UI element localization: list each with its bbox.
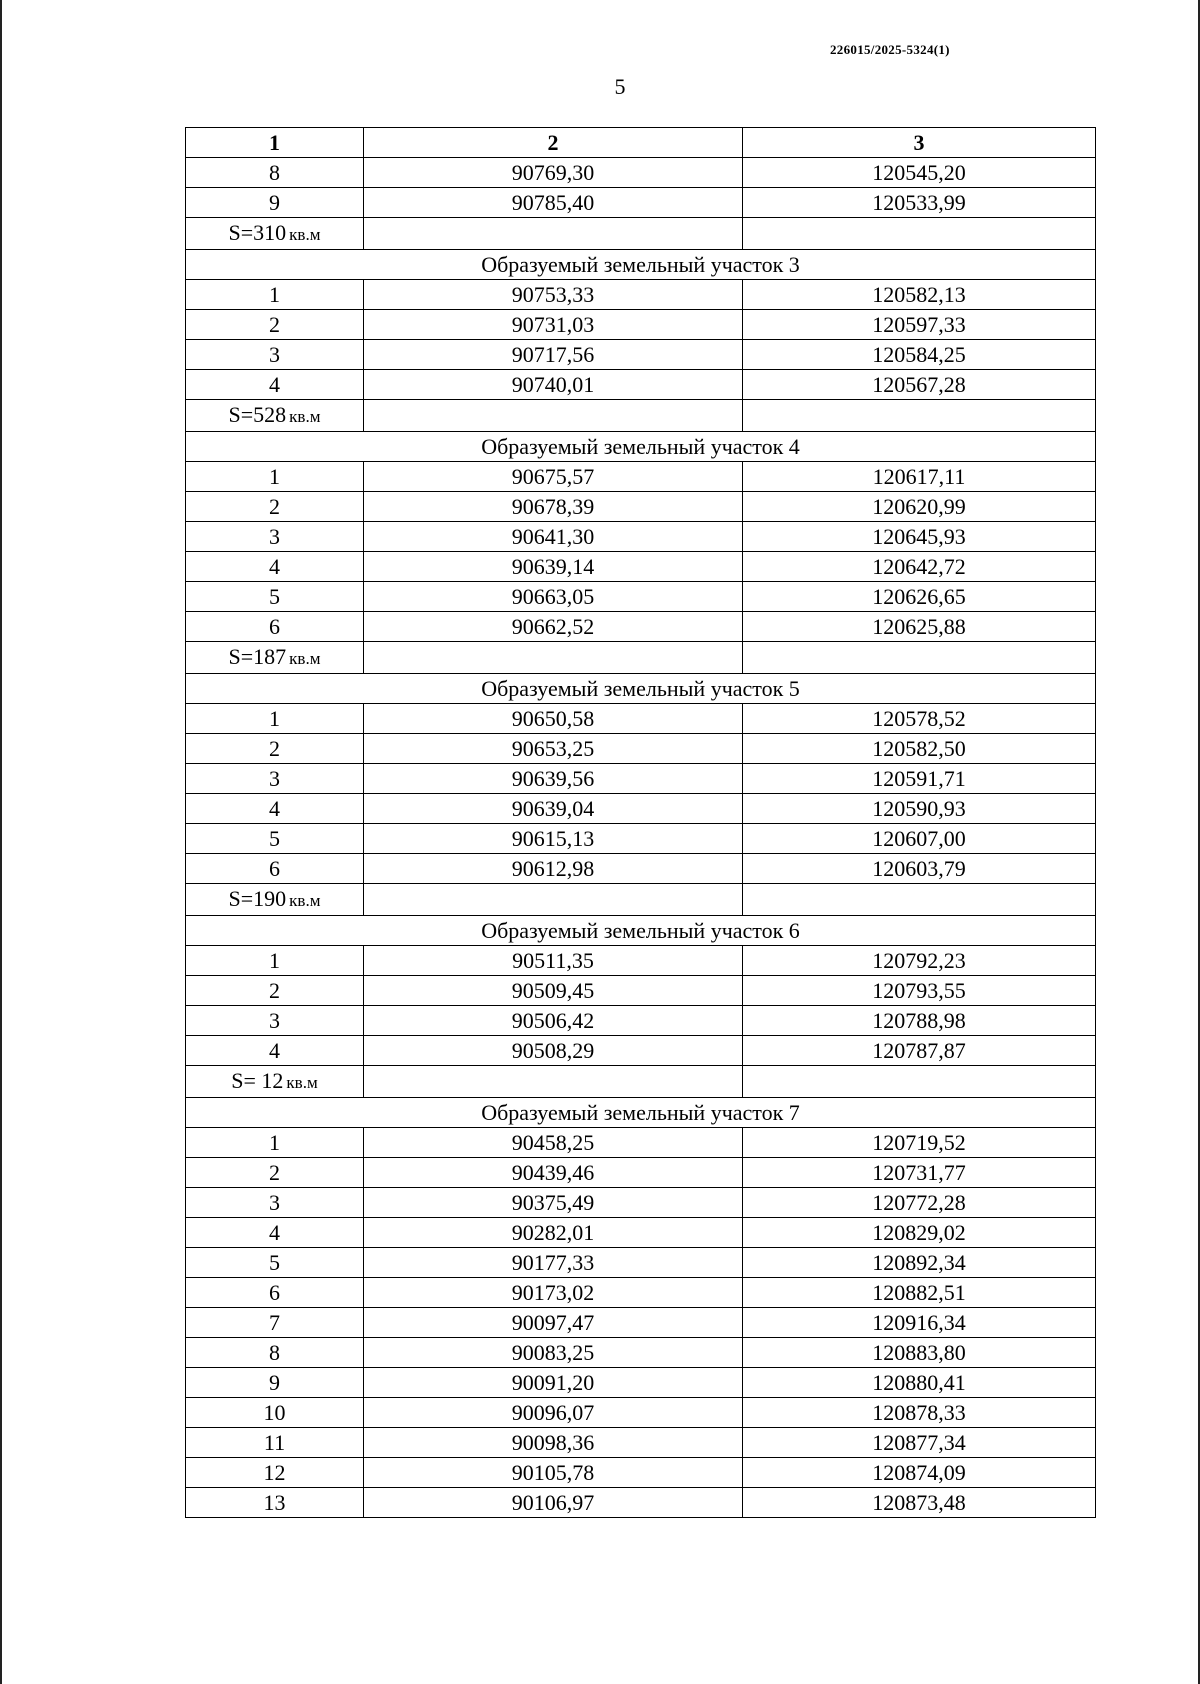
x-coordinate-cell: 90740,01 <box>364 370 743 400</box>
header-col-2: 2 <box>364 128 743 158</box>
y-coordinate-cell: 120617,11 <box>743 462 1096 492</box>
y-coordinate-cell: 120626,65 <box>743 582 1096 612</box>
y-coordinate-cell: 120545,20 <box>743 158 1096 188</box>
point-number-cell: 13 <box>186 1488 364 1518</box>
point-number-cell: 10 <box>186 1398 364 1428</box>
x-coordinate-cell: 90097,47 <box>364 1308 743 1338</box>
x-coordinate-cell: 90785,40 <box>364 188 743 218</box>
y-coordinate-cell: 120582,50 <box>743 734 1096 764</box>
y-coordinate-cell: 120645,93 <box>743 522 1096 552</box>
y-coordinate-cell: 120829,02 <box>743 1218 1096 1248</box>
table-row <box>186 1308 1096 1338</box>
table-row <box>186 824 1096 854</box>
table-row <box>186 1188 1096 1218</box>
y-coordinate-cell: 120880,41 <box>743 1368 1096 1398</box>
x-coordinate-cell: 90641,30 <box>364 522 743 552</box>
x-coordinate-cell: 90375,49 <box>364 1188 743 1218</box>
point-number-cell: 7 <box>186 1308 364 1338</box>
point-number-cell: 5 <box>186 1248 364 1278</box>
point-number-cell: 1 <box>186 1128 364 1158</box>
point-number-cell: 11 <box>186 1428 364 1458</box>
x-coordinate-cell: 90509,45 <box>364 976 743 1006</box>
table-row <box>186 1278 1096 1308</box>
area-unit: кв.м <box>289 649 321 668</box>
point-number-cell: 6 <box>186 612 364 642</box>
x-coordinate-cell: 90650,58 <box>364 704 743 734</box>
point-number-cell: 1 <box>186 704 364 734</box>
y-coordinate-cell: 120793,55 <box>743 976 1096 1006</box>
x-coordinate-cell: 90173,02 <box>364 1278 743 1308</box>
area-row <box>186 884 1096 916</box>
x-coordinate-cell: 90506,42 <box>364 1006 743 1036</box>
empty-cell <box>743 218 1096 250</box>
empty-cell <box>743 642 1096 674</box>
table-row <box>186 1488 1096 1518</box>
y-coordinate-cell: 120787,87 <box>743 1036 1096 1066</box>
empty-cell <box>743 400 1096 432</box>
area-unit: кв.м <box>286 1073 318 1092</box>
point-number-cell: 2 <box>186 976 364 1006</box>
y-coordinate-cell: 120788,98 <box>743 1006 1096 1036</box>
section-title: Образуемый земельный участок 4 <box>186 432 1096 462</box>
point-number-cell: 2 <box>186 734 364 764</box>
x-coordinate-cell: 90612,98 <box>364 854 743 884</box>
point-number-cell: 4 <box>186 1218 364 1248</box>
area-row <box>186 218 1096 250</box>
area-unit: кв.м <box>289 891 321 910</box>
page-edge-left <box>0 0 2 1684</box>
table-row <box>186 794 1096 824</box>
area-value: S=310 <box>228 220 287 245</box>
x-coordinate-cell: 90639,14 <box>364 552 743 582</box>
section-title: Образуемый земельный участок 5 <box>186 674 1096 704</box>
point-number-cell: 4 <box>186 794 364 824</box>
empty-cell <box>364 1066 743 1098</box>
x-coordinate-cell: 90639,56 <box>364 764 743 794</box>
document-number: 226015/2025-5324(1) <box>830 42 950 57</box>
x-coordinate-cell: 90439,46 <box>364 1158 743 1188</box>
x-coordinate-cell: 90769,30 <box>364 158 743 188</box>
y-coordinate-cell: 120719,52 <box>743 1128 1096 1158</box>
point-number-cell: 9 <box>186 1368 364 1398</box>
table-row <box>186 188 1096 218</box>
table-row <box>186 1398 1096 1428</box>
header-row <box>186 128 1096 158</box>
x-coordinate-cell: 90511,35 <box>364 946 743 976</box>
section-title: Образуемый земельный участок 6 <box>186 916 1096 946</box>
x-coordinate-cell: 90282,01 <box>364 1218 743 1248</box>
table-row <box>186 1158 1096 1188</box>
table-row <box>186 704 1096 734</box>
point-number-cell: 1 <box>186 946 364 976</box>
y-coordinate-cell: 120877,34 <box>743 1428 1096 1458</box>
point-number-cell: 9 <box>186 188 364 218</box>
x-coordinate-cell: 90663,05 <box>364 582 743 612</box>
x-coordinate-cell: 90508,29 <box>364 1036 743 1066</box>
point-number-cell: 6 <box>186 854 364 884</box>
point-number-cell: 8 <box>186 1338 364 1368</box>
y-coordinate-cell: 120578,52 <box>743 704 1096 734</box>
point-number-cell: 3 <box>186 340 364 370</box>
table-row <box>186 1458 1096 1488</box>
y-coordinate-cell: 120625,88 <box>743 612 1096 642</box>
y-coordinate-cell: 120590,93 <box>743 794 1096 824</box>
table-row <box>186 764 1096 794</box>
x-coordinate-cell: 90662,52 <box>364 612 743 642</box>
y-coordinate-cell: 120584,25 <box>743 340 1096 370</box>
table-row <box>186 1248 1096 1278</box>
y-coordinate-cell: 120873,48 <box>743 1488 1096 1518</box>
table-row <box>186 734 1096 764</box>
area-unit: кв.м <box>289 225 321 244</box>
table-row <box>186 370 1096 400</box>
area-unit: кв.м <box>289 407 321 426</box>
x-coordinate-cell: 90458,25 <box>364 1128 743 1158</box>
point-number-cell: 12 <box>186 1458 364 1488</box>
table-row <box>186 1218 1096 1248</box>
x-coordinate-cell: 90717,56 <box>364 340 743 370</box>
section-title: Образуемый земельный участок 7 <box>186 1098 1096 1128</box>
area-value: S=528 <box>228 402 287 427</box>
x-coordinate-cell: 90105,78 <box>364 1458 743 1488</box>
point-number-cell: 3 <box>186 764 364 794</box>
area-cell <box>186 400 364 432</box>
table-row <box>186 1368 1096 1398</box>
area-cell <box>186 218 364 250</box>
point-number-cell: 8 <box>186 158 364 188</box>
table-row <box>186 1036 1096 1066</box>
page-number: 5 <box>614 74 626 99</box>
y-coordinate-cell: 120642,72 <box>743 552 1096 582</box>
area-cell <box>186 1066 364 1098</box>
point-number-cell: 2 <box>186 1158 364 1188</box>
table-row <box>186 340 1096 370</box>
y-coordinate-cell: 120582,13 <box>743 280 1096 310</box>
table-row <box>186 1006 1096 1036</box>
table-row <box>186 612 1096 642</box>
x-coordinate-cell: 90177,33 <box>364 1248 743 1278</box>
point-number-cell: 4 <box>186 370 364 400</box>
point-number-cell: 5 <box>186 582 364 612</box>
table-row <box>186 854 1096 884</box>
table-row <box>186 1128 1096 1158</box>
y-coordinate-cell: 120603,79 <box>743 854 1096 884</box>
point-number-cell: 2 <box>186 492 364 522</box>
empty-cell <box>364 642 743 674</box>
y-coordinate-cell: 120620,99 <box>743 492 1096 522</box>
section-row <box>186 674 1096 704</box>
y-coordinate-cell: 120878,33 <box>743 1398 1096 1428</box>
table-row <box>186 582 1096 612</box>
table-row <box>186 976 1096 1006</box>
x-coordinate-cell: 90639,04 <box>364 794 743 824</box>
y-coordinate-cell: 120591,71 <box>743 764 1096 794</box>
area-cell <box>186 642 364 674</box>
table-row <box>186 280 1096 310</box>
area-row <box>186 400 1096 432</box>
point-number-cell: 4 <box>186 552 364 582</box>
y-coordinate-cell: 120792,23 <box>743 946 1096 976</box>
y-coordinate-cell: 120883,80 <box>743 1338 1096 1368</box>
empty-cell <box>364 218 743 250</box>
table-row <box>186 552 1096 582</box>
header-col-1: 1 <box>186 128 364 158</box>
x-coordinate-cell: 90083,25 <box>364 1338 743 1368</box>
x-coordinate-cell: 90106,97 <box>364 1488 743 1518</box>
table-row <box>186 946 1096 976</box>
y-coordinate-cell: 120772,28 <box>743 1188 1096 1218</box>
section-row <box>186 916 1096 946</box>
point-number-cell: 4 <box>186 1036 364 1066</box>
area-value: S=187 <box>228 644 287 669</box>
table-row <box>186 522 1096 552</box>
table-row <box>186 1338 1096 1368</box>
point-number-cell: 2 <box>186 310 364 340</box>
x-coordinate-cell: 90675,57 <box>364 462 743 492</box>
table-row <box>186 492 1096 522</box>
x-coordinate-cell: 90731,03 <box>364 310 743 340</box>
point-number-cell: 1 <box>186 462 364 492</box>
empty-cell <box>743 1066 1096 1098</box>
y-coordinate-cell: 120874,09 <box>743 1458 1096 1488</box>
coordinates-table <box>185 127 1096 1518</box>
section-row <box>186 1098 1096 1128</box>
y-coordinate-cell: 120882,51 <box>743 1278 1096 1308</box>
x-coordinate-cell: 90096,07 <box>364 1398 743 1428</box>
section-row <box>186 432 1096 462</box>
table-header <box>186 128 1096 158</box>
point-number-cell: 3 <box>186 1188 364 1218</box>
x-coordinate-cell: 90091,20 <box>364 1368 743 1398</box>
y-coordinate-cell: 120731,77 <box>743 1158 1096 1188</box>
y-coordinate-cell: 120567,28 <box>743 370 1096 400</box>
table-row <box>186 462 1096 492</box>
y-coordinate-cell: 120597,33 <box>743 310 1096 340</box>
empty-cell <box>364 884 743 916</box>
area-value: S= 12 <box>231 1068 284 1093</box>
area-row <box>186 642 1096 674</box>
empty-cell <box>364 400 743 432</box>
x-coordinate-cell: 90653,25 <box>364 734 743 764</box>
point-number-cell: 6 <box>186 1278 364 1308</box>
area-row <box>186 1066 1096 1098</box>
section-title: Образуемый земельный участок 3 <box>186 250 1096 280</box>
x-coordinate-cell: 90753,33 <box>364 280 743 310</box>
y-coordinate-cell: 120533,99 <box>743 188 1096 218</box>
area-value: S=190 <box>228 886 287 911</box>
table-row <box>186 1428 1096 1458</box>
section-row <box>186 250 1096 280</box>
x-coordinate-cell: 90098,36 <box>364 1428 743 1458</box>
point-number-cell: 3 <box>186 522 364 552</box>
table-row <box>186 310 1096 340</box>
y-coordinate-cell: 120607,00 <box>743 824 1096 854</box>
y-coordinate-cell: 120916,34 <box>743 1308 1096 1338</box>
point-number-cell: 5 <box>186 824 364 854</box>
x-coordinate-cell: 90615,13 <box>364 824 743 854</box>
point-number-cell: 3 <box>186 1006 364 1036</box>
point-number-cell: 1 <box>186 280 364 310</box>
table-body <box>186 158 1096 1518</box>
header-col-3: 3 <box>743 128 1096 158</box>
y-coordinate-cell: 120892,34 <box>743 1248 1096 1278</box>
table-row <box>186 158 1096 188</box>
empty-cell <box>743 884 1096 916</box>
area-cell <box>186 884 364 916</box>
x-coordinate-cell: 90678,39 <box>364 492 743 522</box>
